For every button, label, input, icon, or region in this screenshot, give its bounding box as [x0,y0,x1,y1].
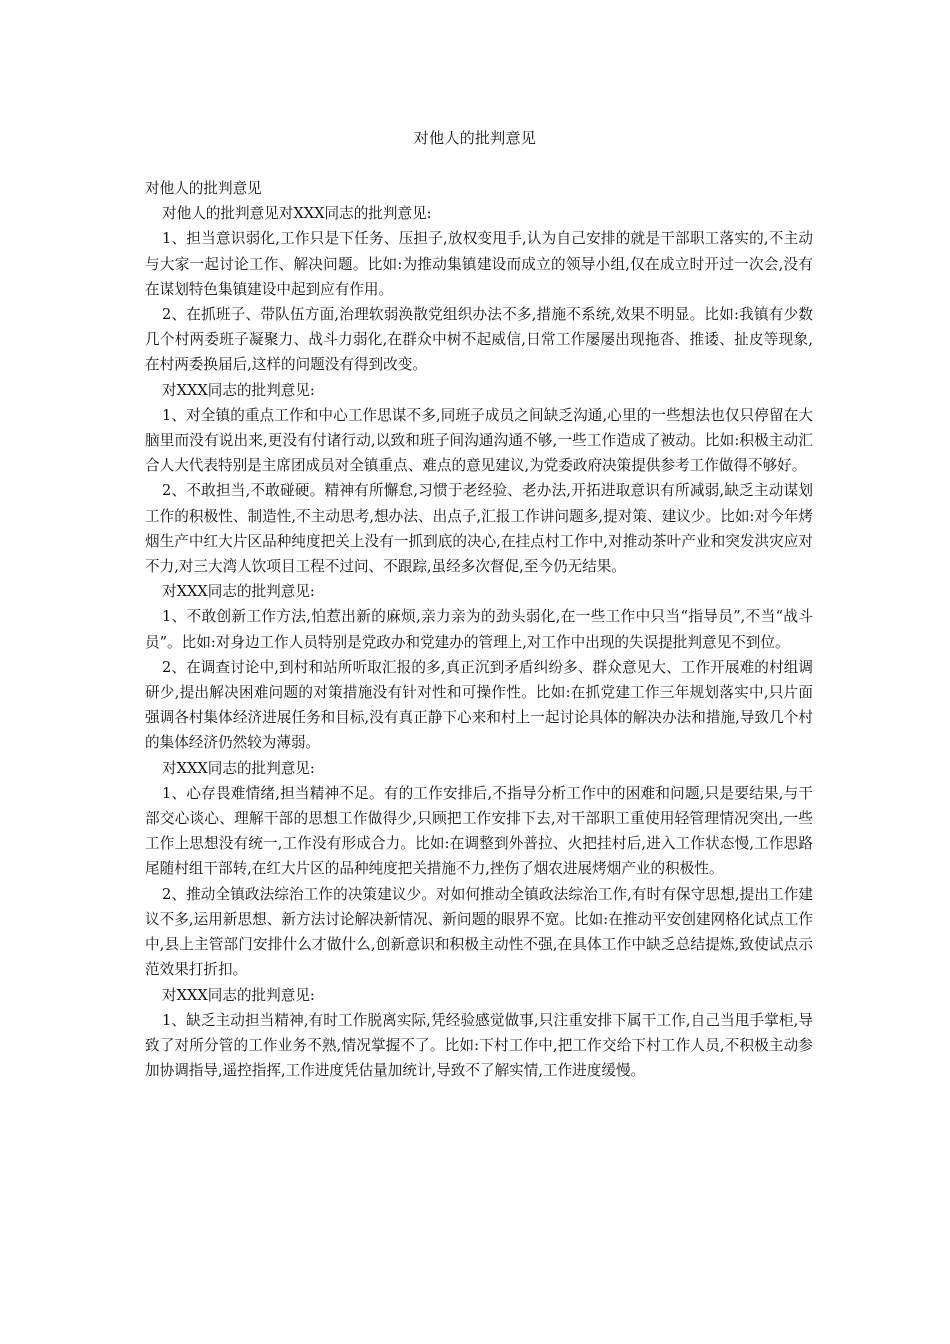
section-heading: 对XXX同志的批判意见: [162,986,315,1004]
paragraph: 2、不敢担当,不敢碰硬。精神有所懈怠,习惯于老经验、老办法,开拓进取意识有所减弱,缺乏主动谋划工作的积极性、制造性,不主动思考,想办法、出点子,汇报工作讲问题多,提对策、建议少。比如:对今年烤烟生产中红大片区品种纯度把关上没有一抓到底的决心,在挂点村工作中,对推动茶叶产业和突发洪灾应对不力,对三大湾人饮项目工程不过问、不跟踪,虽经多次督促,至今仍无结果。 [145,482,813,576]
paragraph: 1、担当意识弱化,工作只是下任务、压担子,放权变甩手,认为自己安排的就是干部职工落实的,不主动与大家一起讨论工作、解决问题。比如:为推动集镇建设而成立的领导小组,仅在成立时开过一次会,没有在谋划特色集镇建设中起到应有作用。 [145,230,813,298]
paragraph: 2、推动全镇政法综治工作的决策建议少。对如何推动全镇政法综治工作,有时有保守思想,提出工作建议不多,运用新思想、新方法讨论解决新情况、新问题的眼界不宽。比如:在推动平安创建网格化试点工作中,县上主管部门安排什么才做什么,创新意识和积极主动性不强,在具体工作中缺乏总结提炼,致使试点示范效果打折扣。 [145,885,813,979]
paragraph: 1、心存畏难情绪,担当精神不足。有的工作安排后,不指导分析工作中的困难和问题,只是要结果,与干部交心谈心、理解干部的思想工作做得少,只顾把工作安排下去,对干部职工重使用轻管理情况突出,一些工作上思想没有统一,工作没有形成合力。比如:在调整到外普拉、火把挂村后,进入工作状态慢,工作思路尾随村组干部转,在红大片区的品种纯度把关措施不力,挫伤了烟农进展烤烟产业的积极性。 [145,784,813,878]
paragraph: 1、对全镇的重点工作和中心工作思谋不多,同班子成员之间缺乏沟通,心里的一些想法也仅只停留在大脑里而没有说出来,更没有付诸行动,以致和班子间沟通沟通不够,一些工作造成了被动。比如:积极主动汇合人大代表特别是主席团成员对全镇重点、难点的意见建议,为党委政府决策提供参考工作做得不够好。 [145,406,813,475]
paragraph: 2、在调查讨论中,到村和站所听取汇报的多,真正沉到矛盾纠纷多、群众意见大、工作开展难的村组调研少,提出解决困难问题的对策措施没有针对性和可操作性。比如:在抓党建工作三年规划落实中,只片面强调各村集体经济进展任务和目标,没有真正静下心来和村上一起讨论具体的解决办法和措施,导致几个村的集体经济仍然较为薄弱。 [145,658,813,752]
document-title: 对他人的批判意见 [413,129,537,147]
paragraph: 对他人的批判意见对XXX同志的批判意见: [162,205,432,223]
section-heading: 对XXX同志的批判意见: [162,381,315,399]
paragraph: 1、缺乏主动担当精神,有时工作脱离实际,凭经验感觉做事,只注重安排下属干工作,自己当甩手掌柜,导致了对所分管的工作业务不熟,情况掌握不了。比如:下村工作中,把工作交给下村工作人员,不积极主动参加协调指导,遥控指挥,工作进度凭估量加统计,导致不了解实情,工作进度缓慢。 [145,1011,813,1080]
paragraph: 2、在抓班子、带队伍方面,治理软弱涣散党组织办法不多,措施不系统,效果不明显。比如:我镇有少数几个村两委班子凝聚力、战斗力弱化,在群众中树不起威信,日常工作屡屡出现拖沓、推诿、扯皮等现象,在村两委换届后,这样的问题没有得到改变。 [145,306,813,374]
section-heading: 对XXX同志的批判意见: [162,583,315,601]
section-heading: 对XXX同志的批判意见: [162,759,315,777]
paragraph: 1、不敢创新工作方法,怕惹出新的麻烦,亲力亲为的劲头弱化,在一些工作中只当“指导员”,不当“战斗员”。比如:对身边工作人员特别是党政办和党建办的管理上,对工作中出现的失误提批判意见不到位。 [145,608,813,651]
paragraph: 对他人的批判意见 [145,180,262,197]
document-body [145,176,813,1083]
